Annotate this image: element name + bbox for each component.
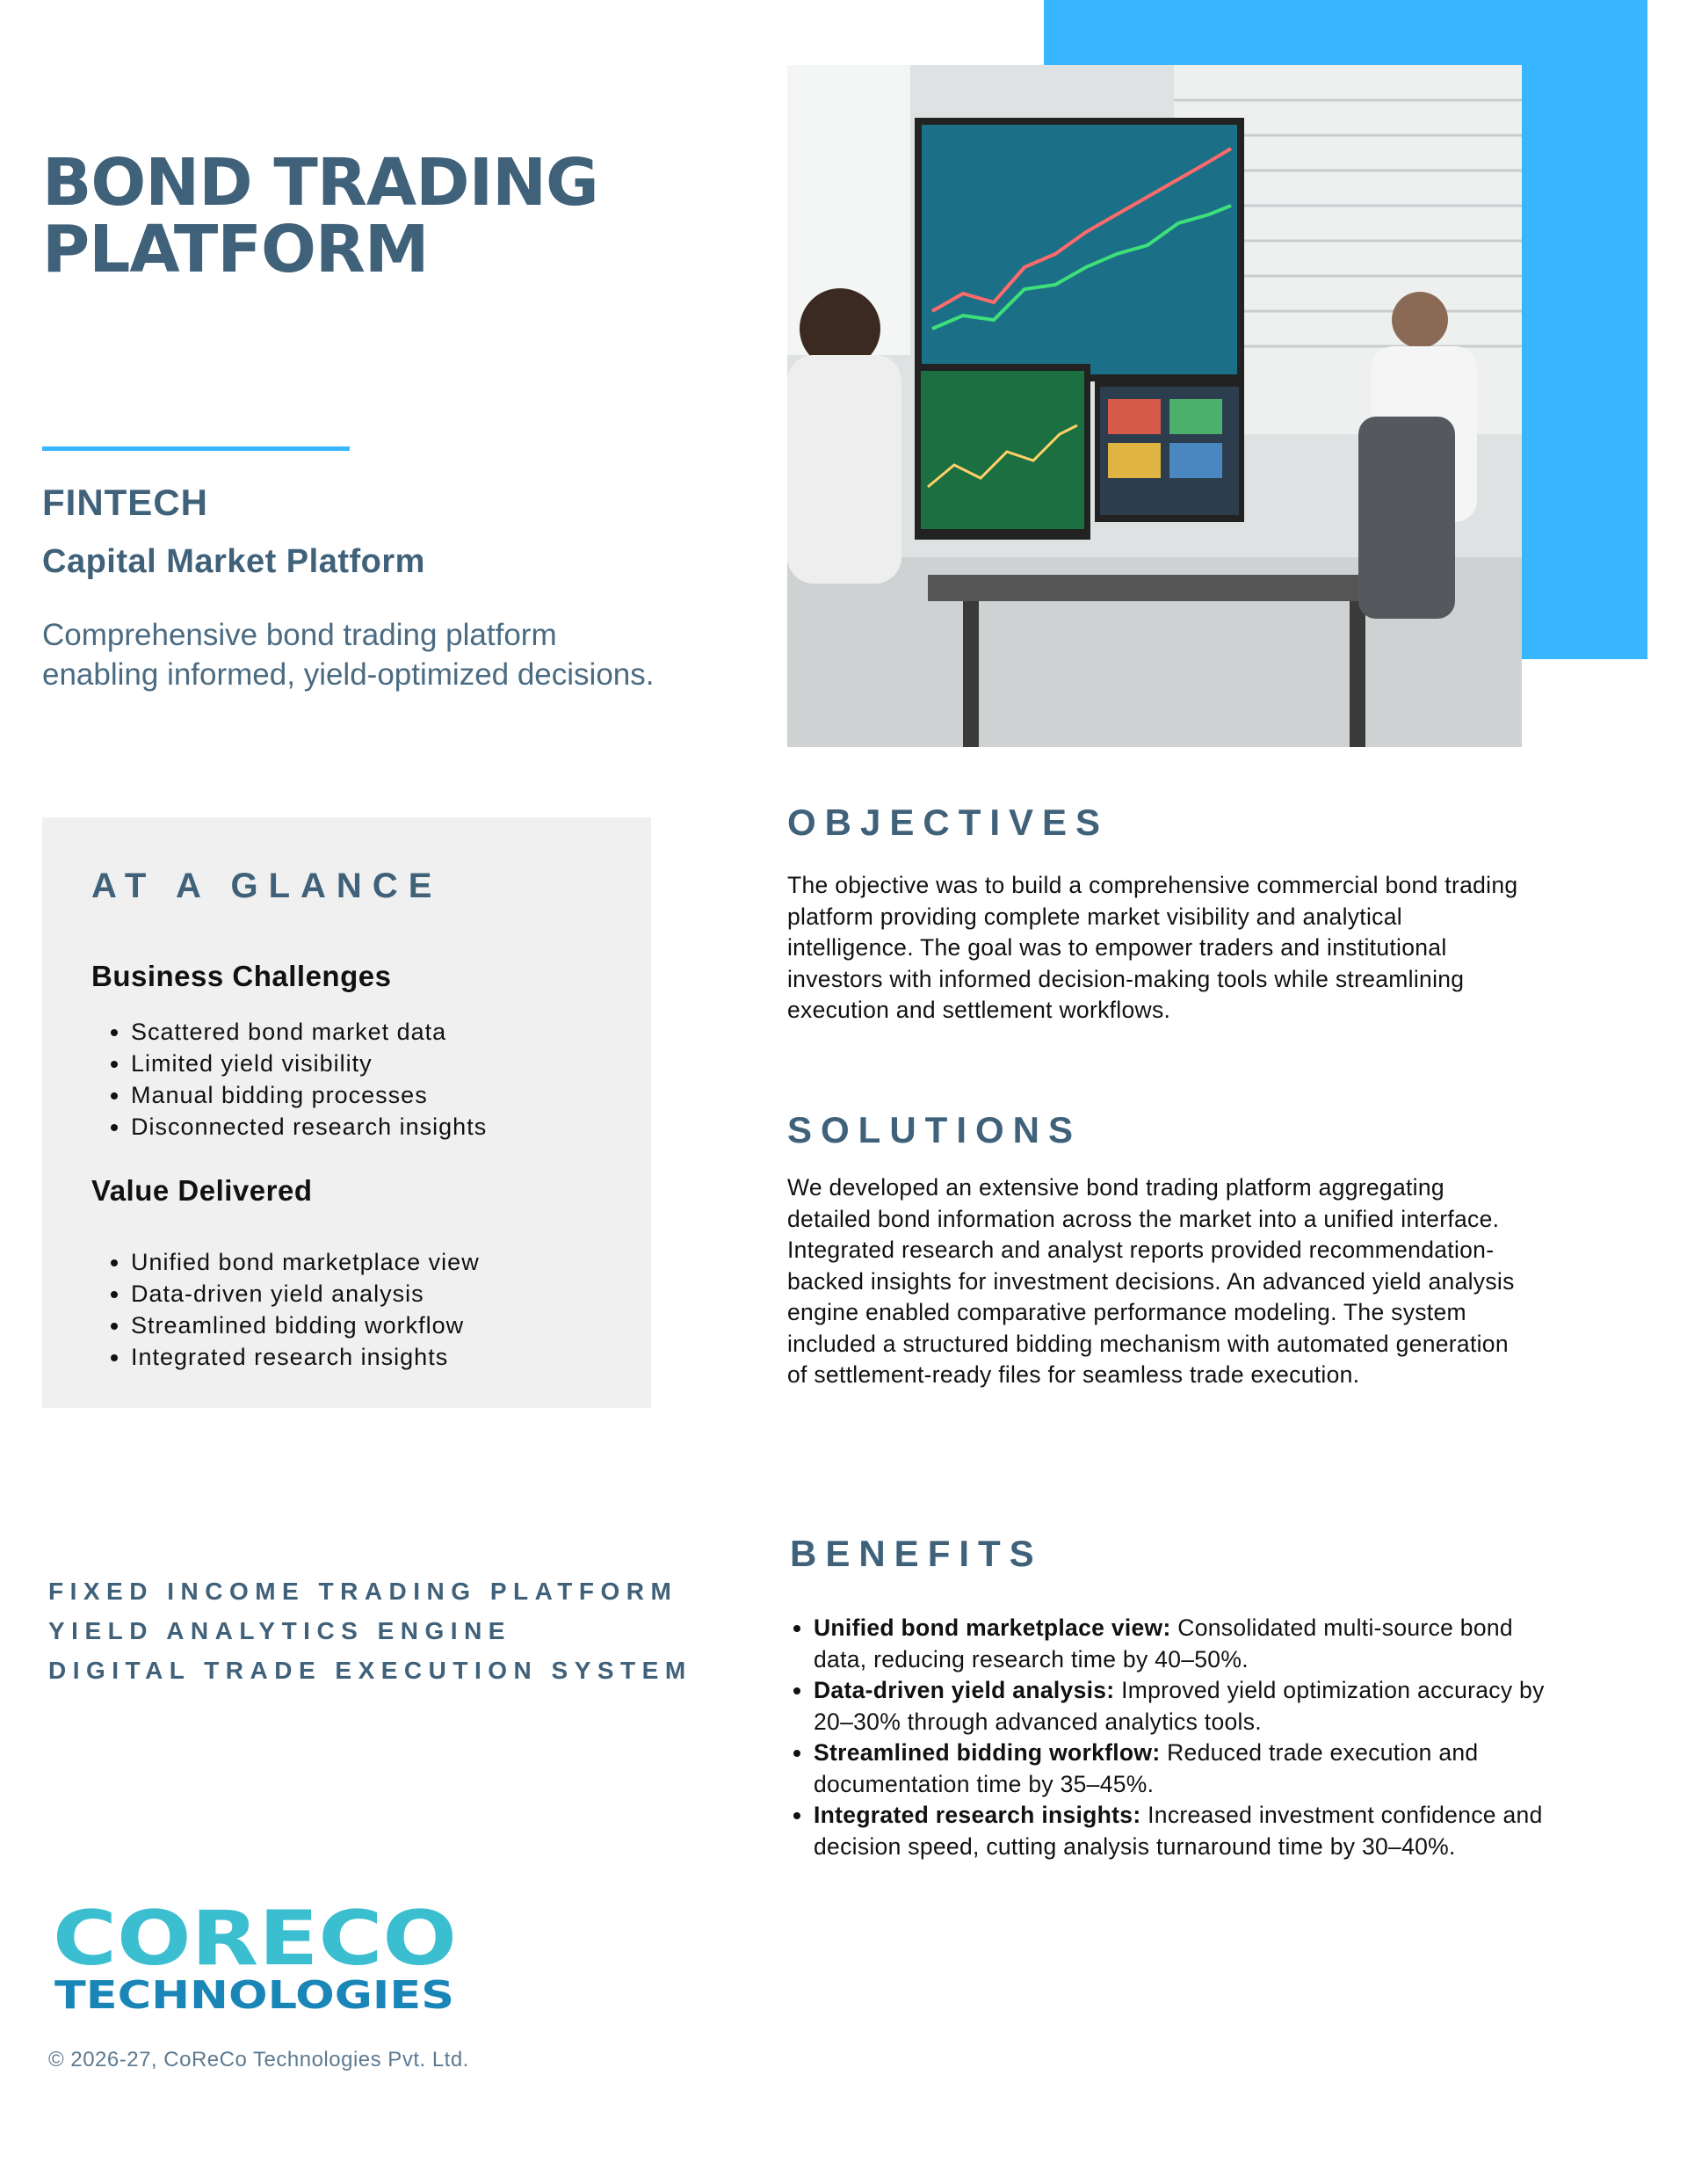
benefit-label: Integrated research insights: bbox=[814, 1802, 1141, 1828]
company-logo bbox=[53, 1898, 466, 2017]
solutions-heading: SOLUTIONS bbox=[787, 1109, 1082, 1150]
benefit-text: Increased investment confidence and decision speed, cutting analysis turnaround time by 30–40%. bbox=[814, 1802, 1543, 1860]
solutions-text: We developed an extensive bond trading platform aggregating detailed bond information across the market into a unified interface. Integrated research and analyst reports provided recommendation-backed insights for investment decisions. An advanced yield analysis engine enabled comparative performance modeling. The system included a structured bidding mechanism with automated generation of settlement-ready files for seamless trade execution. bbox=[787, 1174, 1515, 1388]
benefits-heading: BENEFITS bbox=[790, 1533, 1043, 1574]
service-tag: DIGITAL TRADE EXECUTION SYSTEM bbox=[48, 1657, 692, 1684]
industry-label: FINTECH bbox=[42, 482, 208, 523]
benefit-text: Improved yield optimization accuracy by 20–30% through advanced analytics tools. bbox=[814, 1677, 1545, 1735]
benefits-list bbox=[787, 1613, 1569, 1862]
service-tag: YIELD ANALYTICS ENGINE bbox=[48, 1617, 511, 1644]
list-item: • Limited yield visibility bbox=[131, 1048, 487, 1079]
page-title-line-2: PLATFORM bbox=[42, 212, 429, 287]
service-tags bbox=[48, 1571, 692, 1690]
objectives-heading: OBJECTIVES bbox=[787, 802, 1110, 843]
benefit-label: Data-driven yield analysis: bbox=[814, 1677, 1115, 1703]
service-tag: FIXED INCOME TRADING PLATFORM bbox=[48, 1578, 678, 1605]
list-item: • Streamlined bidding workflow bbox=[131, 1310, 480, 1341]
challenges-list bbox=[91, 1016, 487, 1143]
objectives-text: The objective was to build a comprehensive commercial bond trading platform providing complete market visibility and analytical intelligence. The goal was to empower traders and institutional investors with informed decision-making tools while streamlining execution and settlement workflows. bbox=[787, 872, 1518, 1023]
list-item: • Integrated research insights bbox=[131, 1341, 480, 1373]
at-a-glance-title: AT A GLANCE bbox=[91, 867, 443, 905]
list-item: • Unified bond marketplace view bbox=[131, 1246, 480, 1278]
page-title-line-1: BOND TRADING bbox=[42, 145, 598, 221]
list-item: • Data-driven yield analysis bbox=[131, 1278, 480, 1310]
logo-subtitle: TECHNOLOGIES bbox=[54, 1973, 454, 2017]
value-heading: Value Delivered bbox=[91, 1174, 313, 1207]
benefit-label: Unified bond marketplace view: bbox=[814, 1614, 1171, 1641]
value-list bbox=[91, 1246, 480, 1373]
challenges-heading: Business Challenges bbox=[91, 960, 392, 992]
benefit-text: Consolidated multi-source bond data, reducing research time by 40–50%. bbox=[814, 1614, 1513, 1672]
logo-wordmark: CORECO bbox=[53, 1898, 457, 1983]
list-item bbox=[814, 1800, 1569, 1862]
list-item bbox=[814, 1675, 1569, 1738]
list-item: • Disconnected research insights bbox=[131, 1111, 487, 1143]
hero-photo bbox=[787, 65, 1522, 747]
benefit-text: Reduced trade execution and documentation time by 35–45%. bbox=[814, 1739, 1479, 1797]
list-item bbox=[814, 1613, 1569, 1675]
project-summary: Comprehensive bond trading platform enabling informed, yield-optimized decisions. bbox=[42, 618, 655, 692]
copyright-text: © 2026-27, CoReCo Technologies Pvt. Ltd. bbox=[48, 2048, 469, 2072]
benefit-label: Streamlined bidding workflow: bbox=[814, 1739, 1161, 1766]
page-title bbox=[42, 145, 710, 287]
accent-divider bbox=[42, 446, 350, 451]
list-item bbox=[814, 1738, 1569, 1800]
at-a-glance-panel bbox=[42, 817, 651, 1408]
subindustry-label: Capital Market Platform bbox=[42, 543, 425, 580]
list-item: • Scattered bond market data bbox=[131, 1016, 487, 1048]
list-item: • Manual bidding processes bbox=[131, 1079, 487, 1111]
